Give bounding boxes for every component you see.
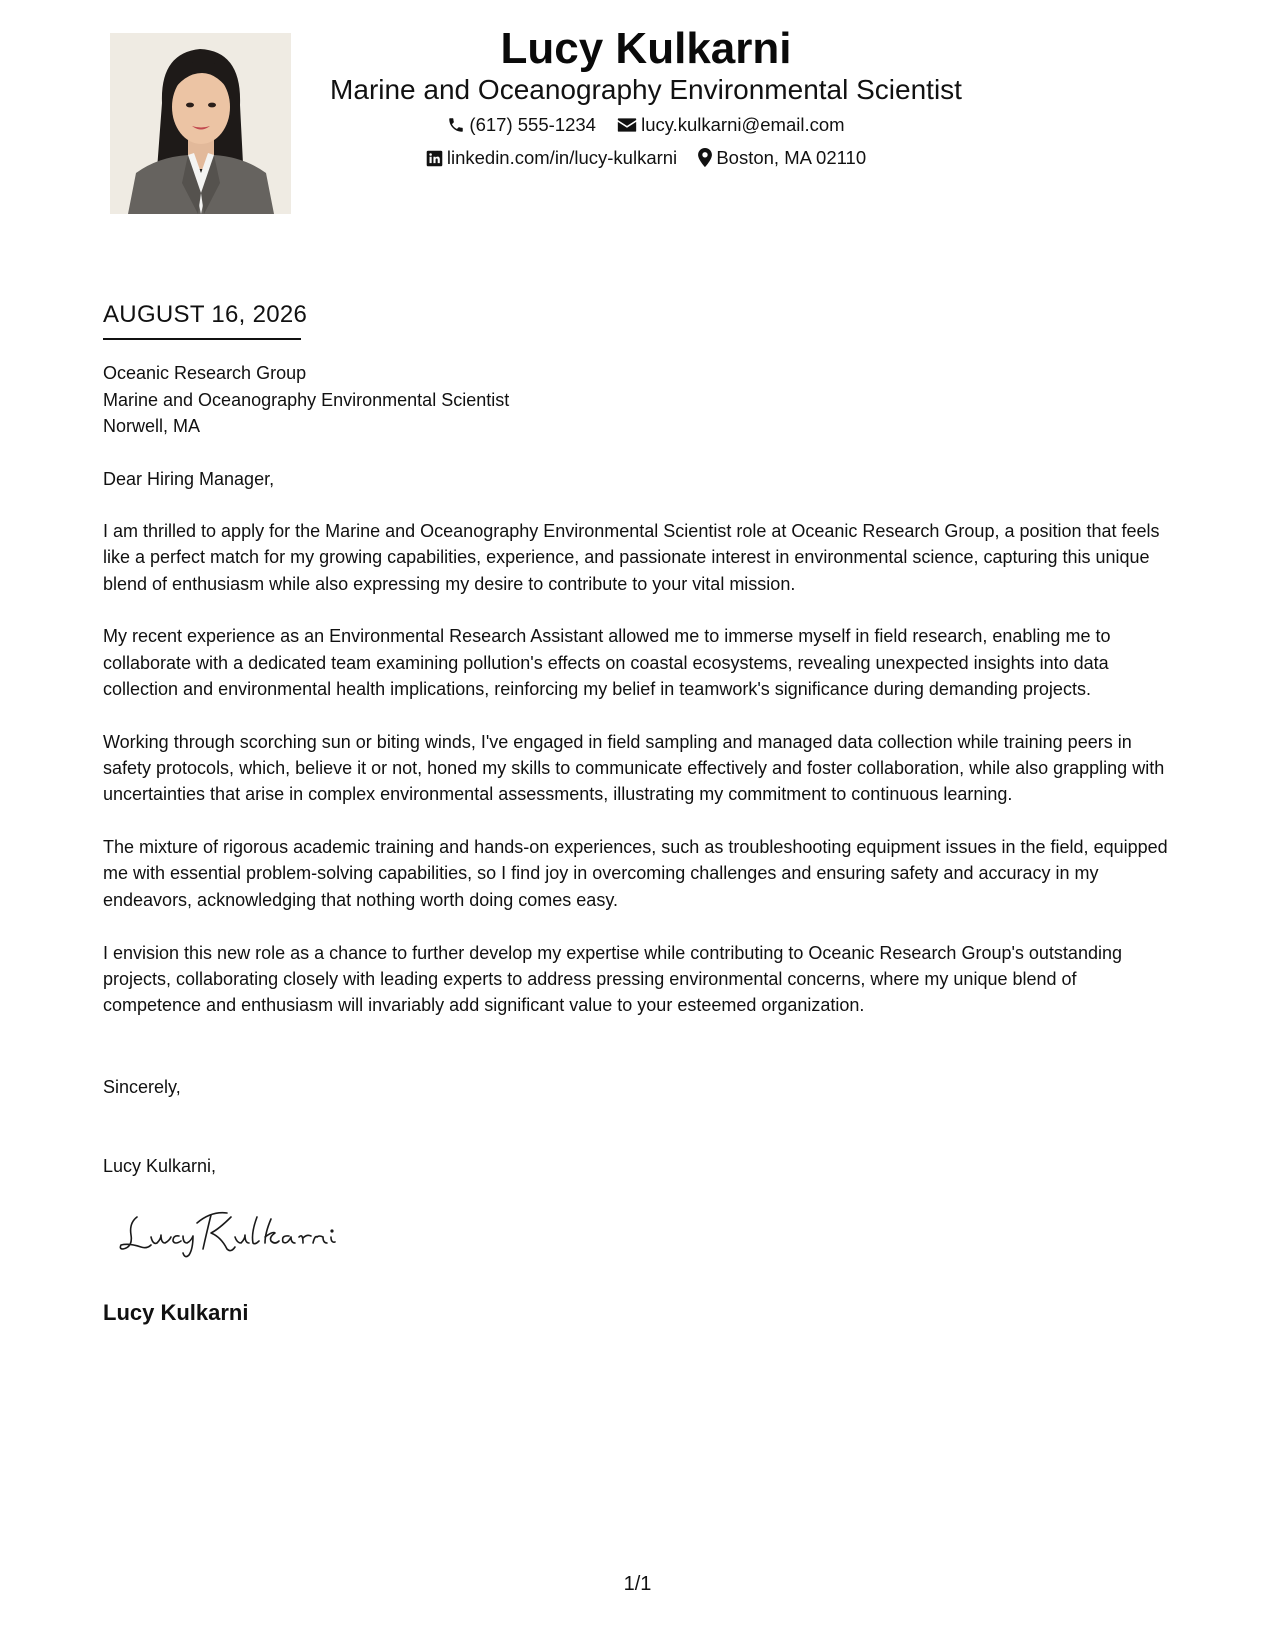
linkedin-icon — [426, 150, 443, 167]
handwritten-signature — [115, 1203, 355, 1263]
profile-photo — [110, 33, 291, 214]
applicant-job-title: Marine and Oceanography Environmental Scientist — [330, 74, 962, 105]
recipient-block — [103, 360, 509, 440]
letter-date: AUGUST 16, 2026 — [103, 301, 308, 328]
linkedin-contact — [426, 146, 677, 170]
recipient-company: Oceanic Research Group — [103, 363, 307, 383]
body-paragraph: The mixture of rigorous academic training and hands-on experiences, such as troubleshooting equipment issues in the field, equipped me with essential problem-solving capabilities, so I find joy in overcoming challenges and ensuring safety and accuracy in my endeavors, acknowledging that nothing worth doing comes easy. — [103, 837, 1168, 910]
recipient-location: Norwell, MA — [103, 416, 201, 436]
envelope-icon — [617, 116, 637, 134]
location-contact — [698, 146, 866, 170]
contact-row-secondary — [300, 146, 992, 170]
email-address: lucy.kulkarni@email.com — [641, 114, 845, 135]
phone-icon — [447, 116, 465, 134]
phone-number: (617) 555-1234 — [469, 114, 596, 135]
map-pin-icon — [698, 148, 712, 167]
signoff-name: Lucy Kulkarni, — [103, 1156, 217, 1176]
page-number: 1/1 — [623, 1573, 652, 1595]
letter-body — [103, 518, 1178, 1045]
body-paragraph: Working through scorching sun or biting winds, I've engaged in field sampling and managed data collection while training peers in safety protocols, which, believe it or not, honed my skills to communicate effectively and foster collaboration, while also grappling with uncertainties that arise in complex environmental assessments, illustrating my commitment to continuous learning. — [103, 731, 1165, 805]
recipient-position: Marine and Oceanography Environmental Scientist — [103, 389, 510, 410]
body-paragraph: My recent experience as an Environmental Research Assistant allowed me to immerse myself in field research, enabling me to collaborate with a dedicated team examining pollution's effects on coastal ecosystems, revealing unexpected insights into data collection and environmental health implications, reinforcing my belief in teamwork's significance during demanding projects. — [103, 626, 1111, 699]
printed-name: Lucy Kulkarni — [103, 1300, 249, 1325]
linkedin-url: linkedin.com/in/lucy-kulkarni — [446, 147, 678, 168]
contact-row-primary — [300, 113, 992, 137]
body-paragraph: I am thrilled to apply for the Marine and Oceanography Environmental Scientist role at Oceanic Research Group, a position that feels like a perfect match for my growing capabilities, experience, and passionate interest in environmental science, capturing this unique blend of enthusiasm while also expressing my desire to contribute to your vital mission. — [103, 521, 1160, 594]
applicant-name: Lucy Kulkarni — [500, 24, 792, 73]
location-text: Boston, MA 02110 — [716, 147, 867, 168]
date-underline — [103, 338, 301, 340]
body-paragraph: I envision this new role as a chance to further develop my expertise while contributing to Oceanic Research Group's outstanding projects, collaborating closely with leading experts to address pressing environmental concerns, where my unique blend of competence and enthusiasm will invariably add significant value to your esteemed organization. — [103, 942, 1122, 1016]
closing: Sincerely, — [103, 1077, 181, 1097]
phone-contact — [447, 113, 596, 137]
salutation: Dear Hiring Manager, — [103, 469, 275, 489]
email-contact — [617, 113, 845, 137]
